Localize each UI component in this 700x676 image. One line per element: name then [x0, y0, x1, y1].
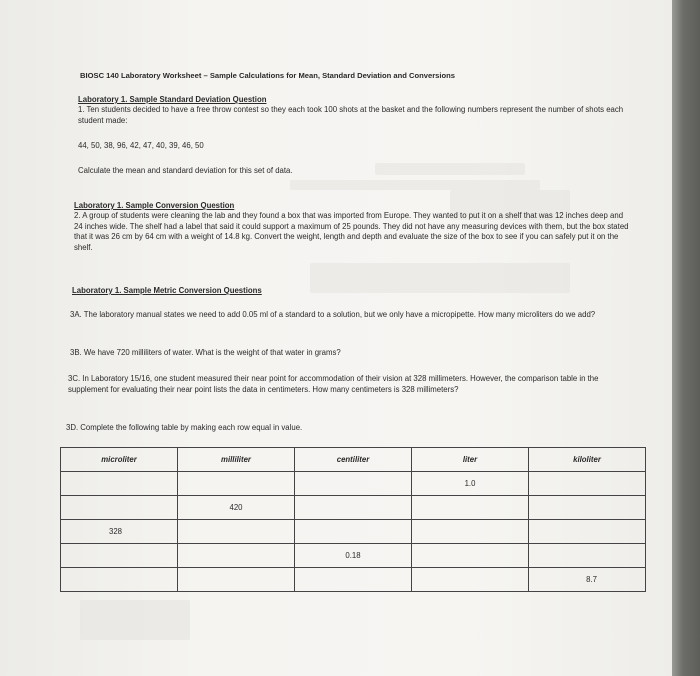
table-cell: [178, 544, 295, 568]
background-edge: [672, 0, 700, 676]
table-row: [61, 472, 646, 496]
question-3b: 3B. We have 720 milliliters of water. What is the weight of that water in grams?: [70, 348, 341, 357]
question-3c: 3C. In Laboratory 15/16, one student measured their near point for accommodation of their vision at 328 millimeters. However, the comparison table in the supplement for evaluating their near point lists the data in centimeters. How many centimeters is 328 millimeters?: [68, 374, 599, 394]
table-cell: 8.7: [529, 568, 646, 592]
section3-heading: Laboratory 1. Sample Metric Conversion Questions: [72, 286, 262, 295]
table-cell: [412, 568, 529, 592]
table-cell: [61, 496, 178, 520]
section1-heading: Laboratory 1. Sample Standard Deviation Question: [78, 95, 267, 104]
bleed-through-mark: [80, 600, 190, 640]
table-cell: [412, 544, 529, 568]
table-row: [61, 520, 646, 544]
table-cell: [529, 544, 646, 568]
table-cell: [61, 568, 178, 592]
table-cell: [295, 520, 412, 544]
header-microliter: microliter: [61, 448, 178, 472]
table-cell: [295, 472, 412, 496]
table-header-row: [61, 448, 646, 472]
table-cell: 328: [61, 520, 178, 544]
table-cell: [529, 472, 646, 496]
bleed-through-mark: [375, 163, 525, 175]
section1-text: 1. Ten students decided to have a free throw contest so they each took 100 shots at the basket and the following numbers represent the number of shots each student made:: [78, 105, 624, 125]
section2-text: 2. A group of students were cleaning the lab and they found a box that was imported from Europe. They wanted to put it on a shelf that was 12 inches deep and 24 inches wide. The shelf had a label that said it could support a maximum of 25 pounds. They did not have any measuring devices with them, but the box stated that it was 26 cm by 64 cm with a weight of 14.8 kg. Convert the weight, length and depth and evaluate the size of the box to see if you can safely put it on the shelf.: [74, 211, 629, 252]
table-cell: [61, 472, 178, 496]
question-3a: 3A. The laboratory manual states we need to add 0.05 ml of a standard to a solution, but we only have a micropipette. How many microliters do we add?: [70, 310, 596, 319]
header-centiliter: centiliter: [295, 448, 412, 472]
header-kiloliter: kiloliter: [529, 448, 646, 472]
bleed-through-mark: [290, 180, 540, 190]
conversion-table: [60, 447, 646, 592]
table-cell: [529, 496, 646, 520]
table-row: [61, 496, 646, 520]
table-row: [61, 568, 646, 592]
table-cell: [295, 496, 412, 520]
bleed-through-mark: [310, 263, 570, 293]
table-cell: [529, 520, 646, 544]
table-cell: [178, 568, 295, 592]
table-cell: 420: [178, 496, 295, 520]
section1-instruction: Calculate the mean and standard deviation for this set of data.: [78, 166, 293, 175]
table-cell: [178, 520, 295, 544]
header-milliliter: milliliter: [178, 448, 295, 472]
table-cell: 0.18: [295, 544, 412, 568]
table-cell: [61, 544, 178, 568]
table-cell: [178, 472, 295, 496]
section2-heading: Laboratory 1. Sample Conversion Question: [74, 201, 235, 210]
table-row: [61, 544, 646, 568]
header-liter: liter: [412, 448, 529, 472]
section1-numbers: 44, 50, 38, 96, 42, 47, 40, 39, 46, 50: [78, 141, 204, 150]
table-cell: 1.0: [412, 472, 529, 496]
question-3d: 3D. Complete the following table by making each row equal in value.: [66, 423, 303, 432]
table-cell: [412, 496, 529, 520]
table-cell: [295, 568, 412, 592]
table-cell: [412, 520, 529, 544]
worksheet-title: BIOSC 140 Laboratory Worksheet – Sample Calculations for Mean, Standard Deviation and Conversions: [80, 71, 456, 80]
